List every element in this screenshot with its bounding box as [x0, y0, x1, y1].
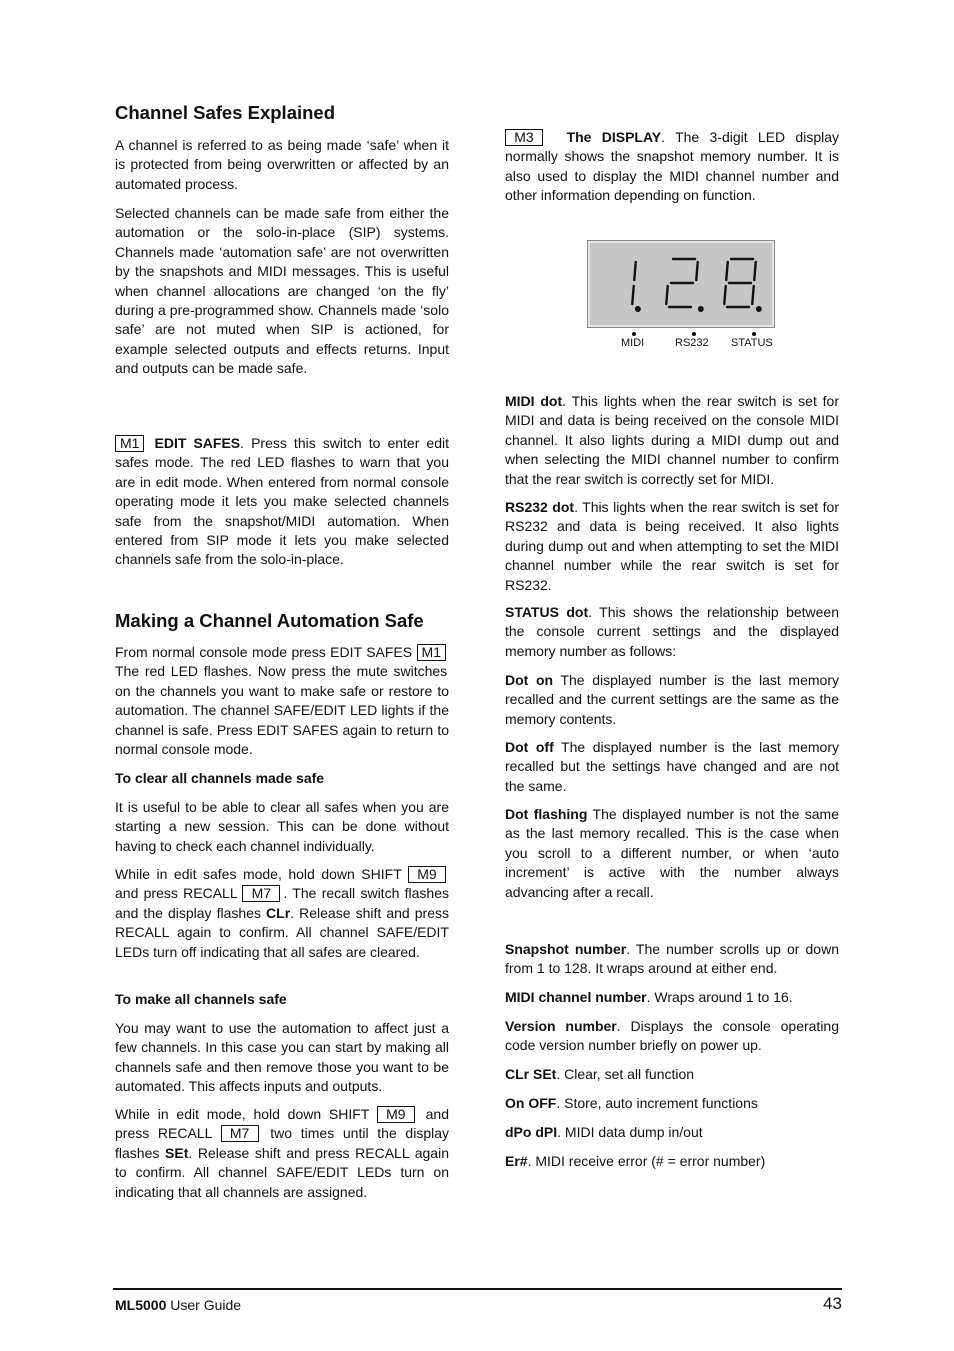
- paragraph-dot-flashing: Dot flashing The displayed number is not the same as the last memory recalled. This is the case when you scroll to a different number, or when ‘auto increment’ is active with the number always advancing after a recall.: [505, 806, 839, 900]
- led-segment: [754, 262, 756, 280]
- paragraph-rs232-dot: RS232 dot. This lights when the rear switch is set for RS232 and data is being received. It also lights during dump out and when attempting to set the MIDI channel number while the rear switch is set for RS232.: [505, 499, 840, 593]
- paragraph-clear-steps: While in edit safes mode, hold down SHIFT M9 and press RECALL M7 . The recall switch flashes and the display flashes CLr. Release shift and press RECALL again to confirm. All channel SAFE/EDIT LEDs turn off indicating that all safes are cleared.: [115, 866, 449, 960]
- paragraph-safe-definition: A channel is referred to as being made ‘safe’ when it is protected from being overwritten or affected by an automated process.: [115, 137, 449, 192]
- paragraph-making-safe: From normal console mode press EDIT SAFES M1 The red LED flashes. Now press the mute switches on the channels you want to make safe or restore to automation. The channel SAFE/EDIT LED lights if the channel is safe. Press EDIT SAFES again to return to normal console mode.: [115, 644, 449, 758]
- paragraph-snapshot-number: Snapshot number. The number scrolls up or down from 1 to 128. It wraps around at either end.: [505, 941, 839, 977]
- paragraph-clr-set: CLr SEt. Clear, set all function: [505, 1066, 695, 1082]
- key-m7-2: M7: [221, 1125, 259, 1142]
- footer-rule: [113, 1288, 842, 1290]
- led-segment: [632, 286, 634, 304]
- paragraph-error: Er#. MIDI receive error (# = error number): [505, 1153, 766, 1169]
- paragraph-edit-safes: [115, 434, 449, 570]
- led-segment: [666, 286, 668, 304]
- key-m1: M1: [115, 435, 144, 452]
- status-indicator-dot: [752, 332, 756, 336]
- paragraph-dot-on: Dot on The displayed number is the last memory recalled and the current settings are the same as the memory contents.: [505, 672, 839, 727]
- midi-indicator-dot: [632, 332, 636, 336]
- led-segment: [724, 286, 726, 304]
- heading-channel-safes: Channel Safes Explained: [115, 102, 336, 123]
- edit-safes-label: EDIT SAFES: [154, 435, 241, 451]
- edit-safes-text: . Press this switch to enter edit safes mode. The red LED flashes to warn that you are in edit mode. When entered from normal console operating mode it lets you make selected channels safe from the snapshot/MIDI automation. When entered from SIP mode it lets you make selected channels safe from the solo-in-place.: [115, 435, 449, 568]
- led-segment: [696, 262, 698, 280]
- footer-title: ML5000 User Guide: [115, 1297, 242, 1313]
- paragraph-on-off: On OFF. Store, auto increment functions: [505, 1095, 758, 1111]
- paragraph-midi-dot: MIDI dot. This lights when the rear switch is set for MIDI and data is being received on the console MIDI channel. It also lights during a MIDI dump out and when selecting the MIDI channel number to confirm that the rear switch is correctly set for MIDI.: [505, 393, 839, 487]
- page-number: 43: [823, 1294, 842, 1313]
- key-m9-2: M9: [377, 1106, 415, 1123]
- led-display: [587, 240, 777, 332]
- paragraph-make-all-steps: While in edit mode, hold down SHIFT M9 and press RECALL M7 two times until the display flashes SEt. Release shift and press RECALL again to confirm. All channel SAFE/EDIT LEDs turn on indicating that all channels are assigned.: [115, 1106, 450, 1200]
- led-label-status: STATUS: [731, 337, 773, 349]
- led-label-midi: MIDI: [621, 337, 645, 349]
- subheading-make-all: To make all channels safe: [115, 991, 287, 1007]
- key-m7: M7: [242, 885, 280, 902]
- led-segment: [752, 286, 754, 304]
- paragraph-dpo-dpi: dPo dPI. MIDI data dump in/out: [505, 1124, 703, 1140]
- led-decimal-dot: [698, 306, 704, 312]
- paragraph-dot-off: Dot off The displayed number is the last memory recalled but the settings have changed and are not the same.: [505, 739, 839, 794]
- paragraph-midi-channel: MIDI channel number. Wraps around 1 to 16.: [505, 989, 793, 1005]
- subheading-clear-all: To clear all channels made safe: [115, 770, 325, 786]
- led-segment: [726, 262, 728, 280]
- key-m1-inline: M1: [417, 644, 446, 661]
- paragraph-clear-intro: It is useful to be able to clear all safes when you are starting a new session. This can be done without having to check each channel individually.: [115, 799, 449, 854]
- paragraph-make-all-intro: You may want to use the automation to affect just a few channels. In this case you can start by making all channels safe and then remove those you want to be automated. This affects inputs and outputs.: [115, 1020, 449, 1095]
- paragraph-display: M3 The DISPLAY. The 3-digit LED display normally shows the snapshot memory number. It is also used to display the MIDI channel number and other information depending on function.: [505, 129, 840, 204]
- led-label-rs232: RS232: [675, 337, 709, 349]
- paragraph-status-dot: STATUS dot. This shows the relationship between the console current settings and the displayed memory number as follows:: [505, 604, 840, 659]
- key-m9: M9: [408, 866, 446, 883]
- led-digits: [588, 241, 774, 327]
- led-decimal-dot: [756, 306, 762, 312]
- rs232-indicator-dot: [692, 332, 696, 336]
- led-labels: [587, 333, 787, 357]
- key-m3: M3: [505, 129, 543, 146]
- paragraph-safe-types: Selected channels can be made safe from either the automation or the solo-in-place (SIP) systems. Channels made ‘automation safe’ are not overwritten by the snapshots and MIDI messages. This is useful when channel allocations are changed ‘on the fly’ during a pre-programmed show. Channels made ‘solo safe’ are not muted when SIP is actioned, for example selected outputs and effects returns. Input and outputs can be made safe.: [115, 205, 449, 377]
- led-decimal-dot: [635, 306, 641, 312]
- led-screen: [587, 240, 775, 328]
- display-label: The DISPLAY: [566, 129, 662, 145]
- paragraph-version: Version number. Displays the console operating code version number briefly on power up.: [505, 1018, 840, 1054]
- led-segment: [634, 262, 636, 280]
- heading-making-safe: Making a Channel Automation Safe: [115, 610, 424, 631]
